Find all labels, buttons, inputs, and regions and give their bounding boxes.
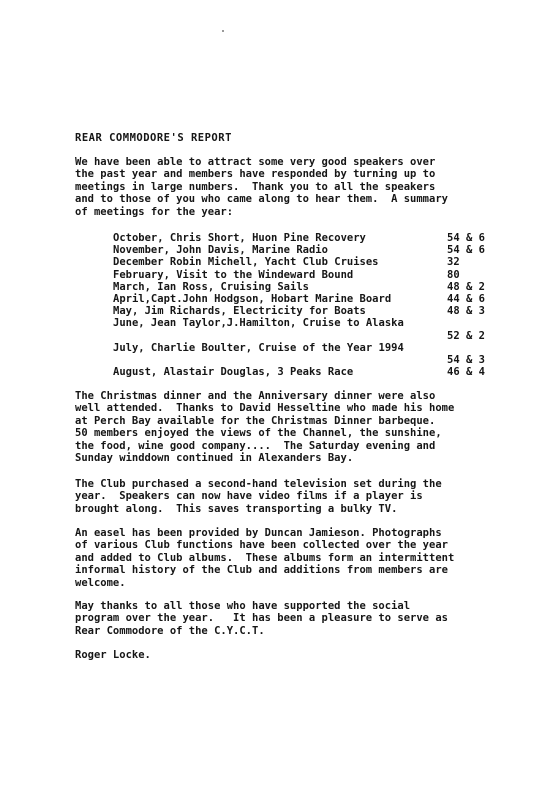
meeting-row	[113, 244, 533, 256]
meeting-attendance: 80	[447, 268, 460, 281]
report-title: REAR COMMODORE'S REPORT	[75, 132, 232, 144]
meeting-description: June, Jean Taylor,J.Hamilton, Cruise to Alaska	[113, 317, 404, 330]
easel-paragraph: An easel has been provided by Duncan Jamieson. Photographs of various Club functions have been collected over the year and added to Club albums. These albums form an intermittent informal history of the Club and additions from members are welcome.	[75, 527, 455, 589]
signature: Roger Locke.	[75, 649, 151, 661]
meeting-attendance: 54 & 6	[447, 244, 485, 257]
meeting-description: July, Charlie Boulter, Cruise of the Year 1994	[113, 341, 404, 354]
meeting-row	[113, 269, 533, 281]
meetings-list	[113, 232, 533, 378]
meeting-row	[113, 293, 533, 305]
meeting-attendance: 52 & 2	[447, 329, 485, 342]
meeting-attendance: 48 & 3	[447, 305, 485, 318]
meeting-row	[113, 330, 533, 342]
meeting-row	[113, 317, 533, 329]
meeting-row	[113, 366, 533, 378]
dinners-paragraph: The Christmas dinner and the Anniversary dinner were also well attended. Thanks to David Hesseltine who made his home at Perch Bay available for the Christmas Dinner barbeque. 50 members enjoyed the views of the Channel, the sunshine, the food, wine good company.... The Saturday evening and Sunday winddown continued in Alexanders Bay.	[75, 390, 455, 465]
meeting-row	[113, 354, 533, 366]
meeting-row	[113, 281, 533, 293]
meeting-row	[113, 232, 533, 244]
meeting-description: February, Visit to the Windeward Bound	[113, 268, 354, 281]
meeting-attendance: 54 & 6	[447, 232, 485, 244]
meeting-attendance: 48 & 2	[447, 280, 485, 293]
meeting-description: November, John Davis, Marine Radio	[113, 244, 328, 257]
meeting-description: May, Jim Richards, Electricity for Boats	[113, 305, 366, 318]
meeting-description: December Robin Michell, Yacht Club Cruises	[113, 256, 379, 269]
meeting-description: March, Ian Ross, Cruising Sails	[113, 280, 309, 293]
meeting-description: October, Chris Short, Huon Pine Recovery	[113, 232, 366, 244]
meeting-row	[113, 256, 533, 268]
meeting-attendance: 46 & 4	[447, 366, 485, 379]
meeting-description: August, Alastair Douglas, 3 Peaks Race	[113, 366, 354, 379]
meeting-description: April,Capt.John Hodgson, Hobart Marine Board	[113, 292, 392, 305]
television-paragraph: The Club purchased a second-hand television set during the year. Speakers can now have video films if a player is brought along. This saves transporting a bulky TV.	[75, 478, 442, 515]
scan-speck	[222, 30, 224, 32]
meeting-attendance: 32	[447, 256, 460, 269]
thanks-paragraph: May thanks to all those who have supported the social program over the year. It has been a pleasure to serve as Rear Commodore of the C.Y.C.T.	[75, 600, 448, 637]
meeting-attendance: 54 & 3	[447, 353, 485, 366]
meeting-row	[113, 342, 533, 354]
meeting-row	[113, 305, 533, 317]
intro-paragraph: We have been able to attract some very good speakers over the past year and members have responded by turning up to meetings in large numbers. Thank you to all the speakers and to those of you who came along to hear them. A summary of meetings for the year:	[75, 156, 448, 218]
meeting-attendance: 44 & 6	[447, 292, 485, 305]
